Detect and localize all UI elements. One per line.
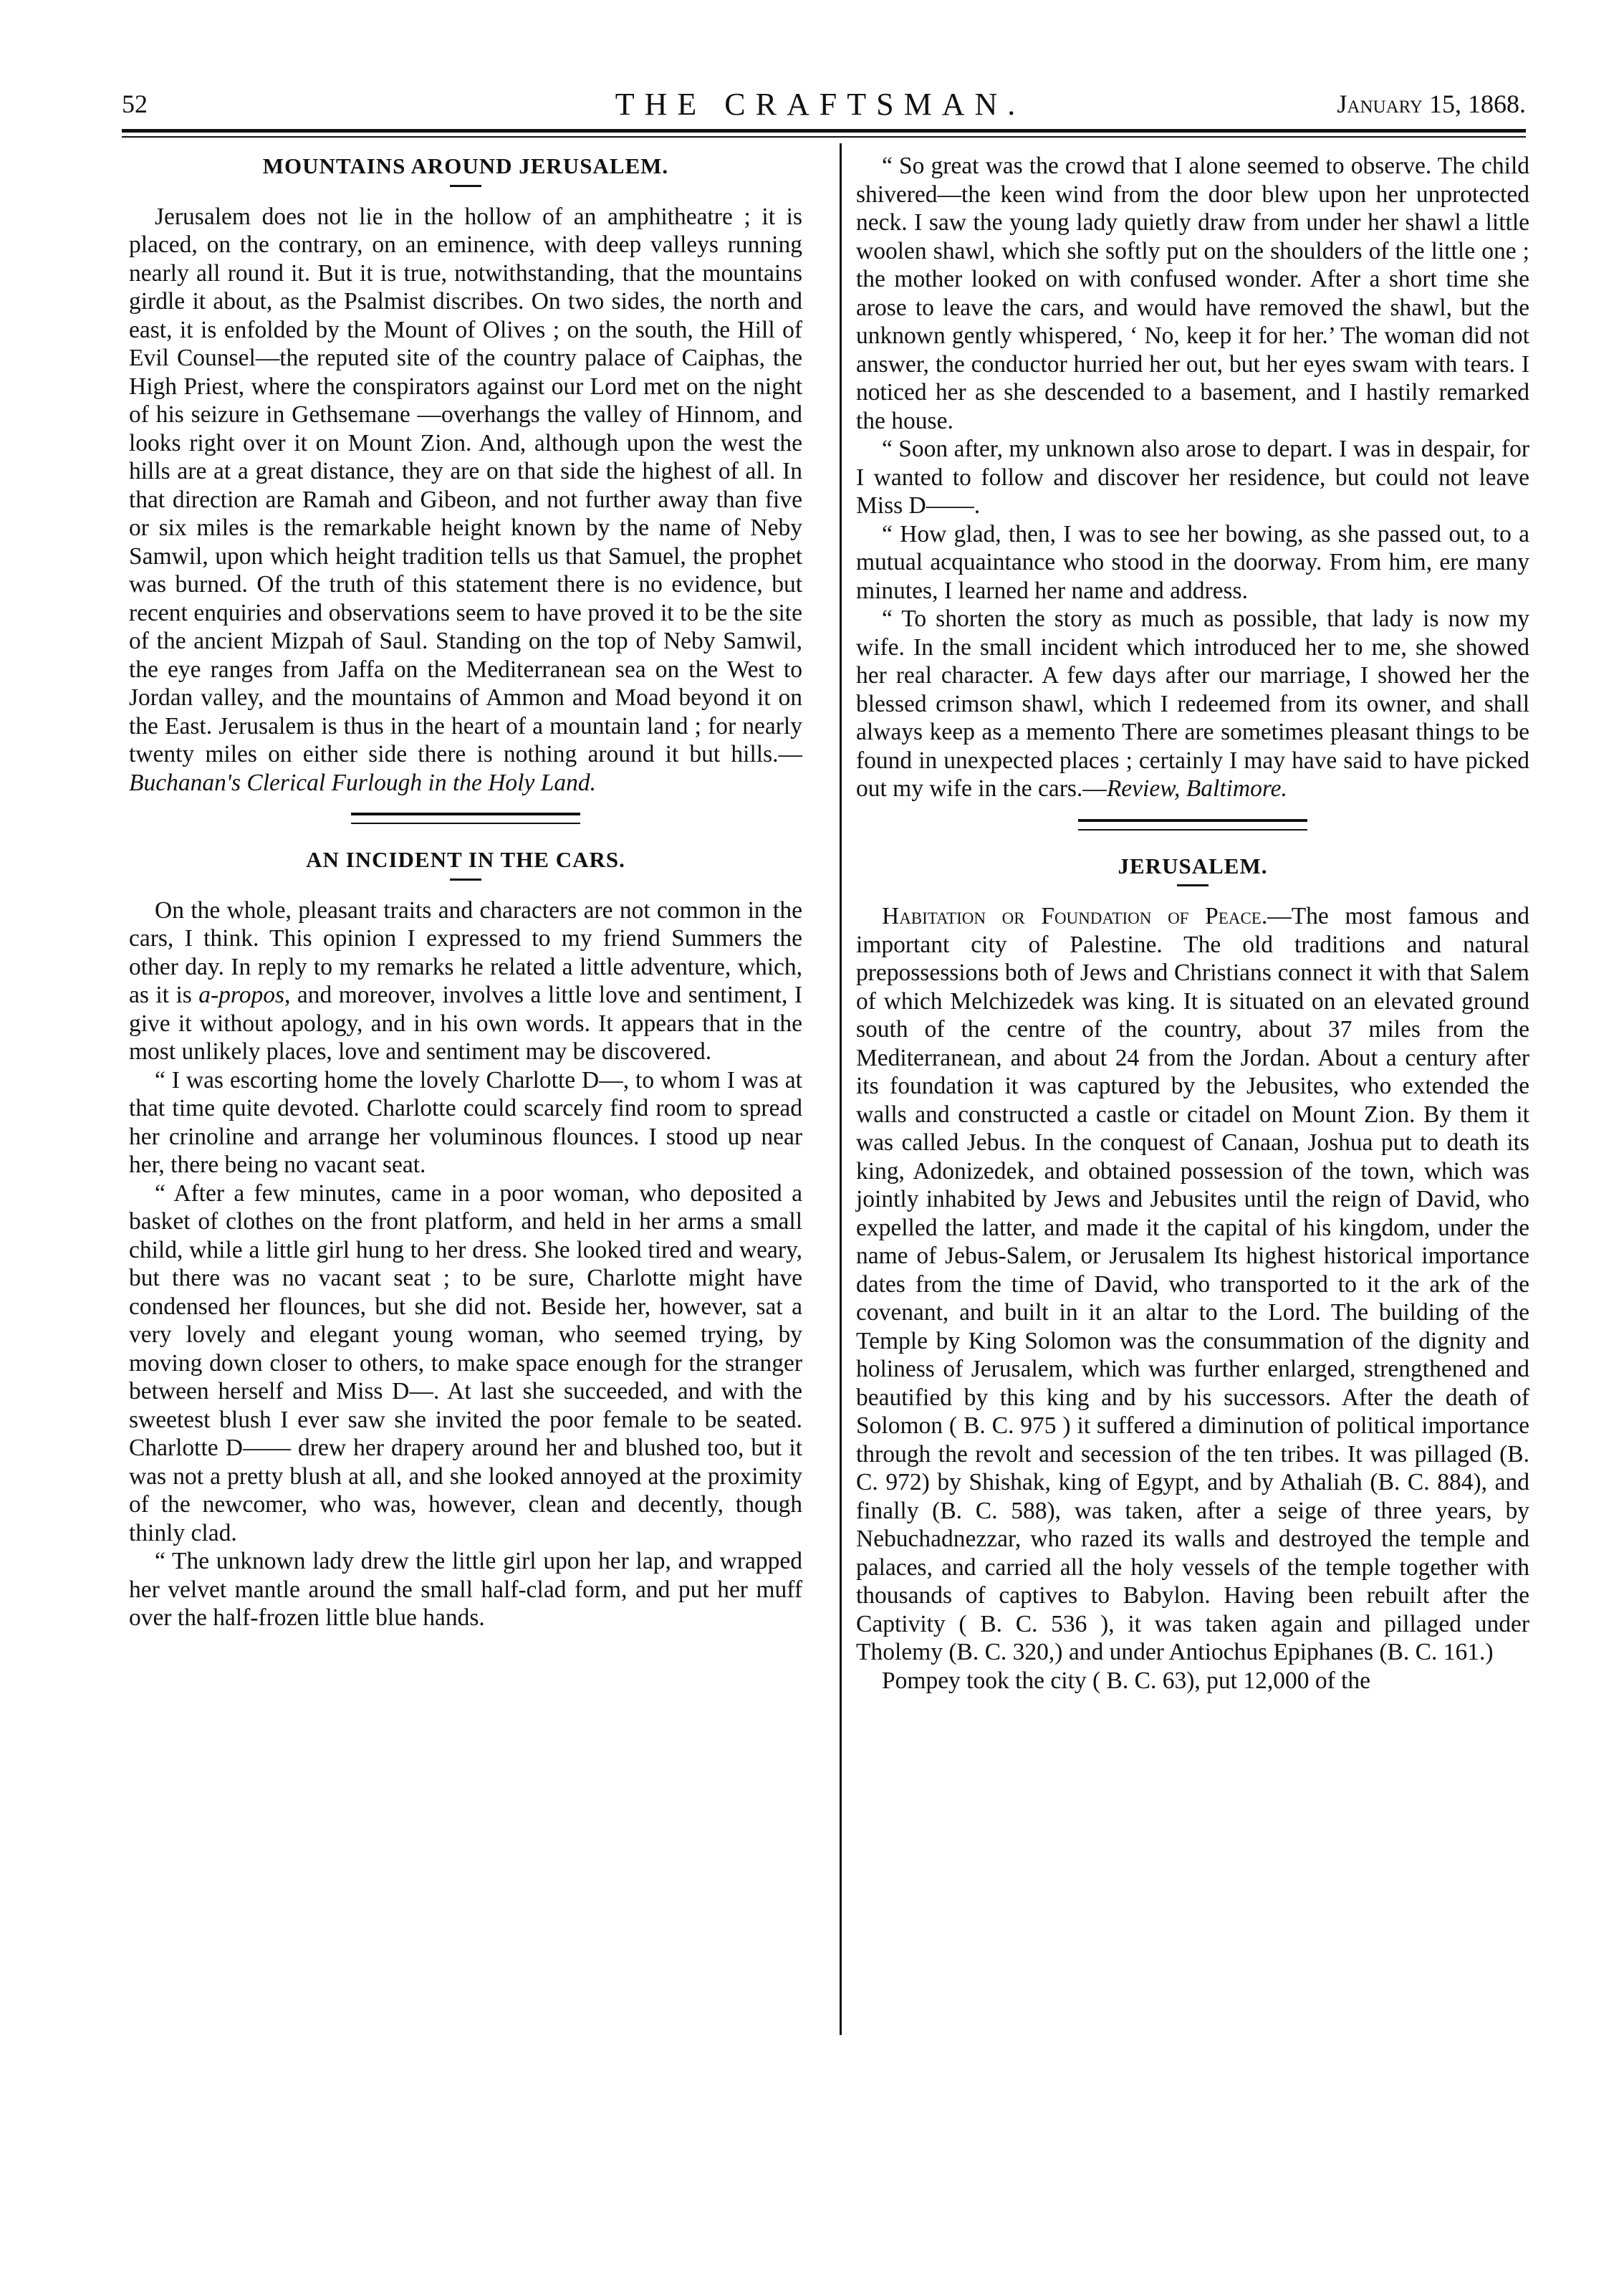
header-rule [122,129,1526,133]
article-paragraph: On the whole, pleasant traits and characters are not common in the cars, I think. This opinion I expressed to my friend Summers the other day. In reply to my remarks he related a little adventure, which, as it is a-propos, and moreover, involves a little love and sentiment, I give it without apology, and in his own words. It appears that in the most unlikely places, love and sentiment may be discovered. [129,896,802,1065]
article-paragraph: Pompey took the city ( B. C. 63), put 12,000 of the [882,1667,1371,1694]
column-divider [840,143,842,2035]
article-paragraph: “ I was escorting home the lovely Charlotte D—, to whom I was at that time quite devoted. Charlotte could scarcely find room to spread her crinoline and arrange her voluminous flounces. I stood up near her, there being no vacant seat. [129,1066,802,1178]
article-lead: Habitation or Foundation of Peace. [882,903,1268,929]
article-paragraph: “ After a few minutes, came in a poor woman, who deposited a basket of clothes on the front platform, and held in her arms a small child, while a little girl hung to her dress. She looked tired and weary, but there was no vacant seat ; to be sure, Charlotte might have condensed her flounces, but she did not. Beside her, however, sat a very lovely and elegant young woman, who seemed trying, by moving down closer to others, to make space enough for the stranger between herself and Miss D—. At last she succeeded, and with the sweetest blush I ever saw she invited the poor female to be seated. Charlotte D—— drew her drapery around her and blushed too, but it was not a pretty blush at all, and she looked annoyed at the proximity of the newcomer, who was, however, clean and decently, though thinly clad. [129,1179,802,1546]
header-rule-thin [122,136,1526,138]
title-dash [450,879,481,881]
article-paragraph: “ To shorten the story as much as possible, that lady is now my wife. In the small incident which introduced her to me, she showed her real character. A few days after our marriage, I showed her the blessed crimson shawl, which I redeemed from its owner, and shall always keep as a memento There are sometimes pleasant things to be found in unexpected places ; certainly I may have said to have picked out my wife in the cars.—Review, Baltimore. [856,606,1529,802]
title-dash [1177,884,1209,886]
section-separator [351,813,580,824]
article-paragraph: “ So great was the crowd that I alone seemed to observe. The child shivered—the keen wind from the door blew upon her unprotected neck. I saw the young lady quietly draw from under her shawl a little woolen shawl, which she softly put on the shoulders of the little one ; the mother looked on with confused wonder. After a short time she arose to leave the cars, and would have removed the shawl, but the unknown gently whispered, ‘ No, keep it for her.’ The woman did not answer, the conductor hurried her out, but her eyes swam with tears. I noticed her as she descended to a basement, and I hastily remarked the house. [856,153,1529,434]
title-dash [450,185,481,187]
left-column [129,152,802,1632]
article-title: MOUNTAINS AROUND JERUSALEM. [262,153,669,178]
page-number: 52 [122,90,148,118]
section-separator [1078,819,1307,831]
article-citation: Review, Baltimore. [1106,775,1287,802]
article-paragraph: “ The unknown lady drew the little girl upon her lap, and wrapped her velvet mantle around the small half-clad form, and put her muff over the half-frozen little blue hands. [129,1548,802,1631]
article-title: AN INCIDENT IN THE CARS. [306,847,625,872]
page-header [107,85,1533,128]
article-title: JERUSALEM. [1118,853,1268,879]
issue-date: January 15, 1868. [1337,90,1526,118]
article-paragraph: Jerusalem does not lie in the hollow of an amphitheatre ; it is placed, on the contrary, on an eminence, with deep valleys running nearly all round it. But it is true, notwithstanding, that the mountains girdle it about, as the Psalmist discribes. On two sides, the north and east, it is enfolded by the Mount of Olives ; on the south, the Hill of Evil Counsel—the reputed site of the country palace of Caiphas, the High Priest, where the conspirators against our Lord met on the night of his seizure in Gethsemane —overhangs the valley of Hinnom, and looks right over it on Mount Zion. And, although upon the west the hills are at a great distance, they are on that side the highest of all. In that direction are Ramah and Gibeon, and not further away than five or six miles is the remarkable height known by the name of Neby Samwil, upon which height tradition tells us that Samuel, the prophet was burned. Of the truth of this statement there is no evidence, but recent enquiries and observations seem to have proved it to be the site of the ancient Mizpah of Saul. Standing on the top of Neby Samwil, the eye ranges from Jaffa on the Mediterranean sea on the West to Jordan valley, and the mountains of Ammon and Moad beyond it on the East. Jerusalem is thus in the heart of a mountain land ; for nearly twenty miles on either side there is nothing around it but hills.—Buchanan's Clerical Furlough in the Holy Land. [129,203,802,796]
right-column [856,152,1529,1695]
article-citation: Buchanan's Clerical Furlough in the Holy Land. [129,769,596,796]
journal-title: THE CRAFTSMAN. [615,87,1026,122]
article-paragraph: Habitation or Foundation of Peace.—The most famous and important city of Palestine. The old traditions and natural prepossessions both of Jews and Christians connect it with that Salem of which Melchizedek was king. It is situated on an elevated ground south of the centre of the country, about 37 miles from the Mediterranean, and about 24 from the Jordan. About a century after its foundation it was captured by the Jebusites, who extended the walls and constructed a castle or citadel on Mount Zion. By them it was called Jebus. In the conquest of Canaan, Joshua put to death its king, Adonizedek, and obtained possession of the town, which was jointly inhabited by Jews and Jebusites until the reign of David, who expelled the latter, and made it the capital of his kingdom, under the name of Jebus-Salem, or Jerusalem Its highest historical importance dates from the time of David, who transported to it the ark of the covenant, and built in it an altar to the Lord. The building of the Temple by King Solomon was the consummation of the dignity and holiness of Jerusalem, which was further enlarged, strengthened and beautified by this king and by his successors. After the death of Solomon ( B. C. 975 ) it suffered a diminution of political importance through the revolt and secession of the ten tribes. It was pillaged (B. C. 972) by Shishak, king of Egypt, and by Athaliah (B. C. 884), and finally (B. C. 588), was taken, after a seige of three years, by Nebuchadnezzar, who razed its walls and destroyed the temple and palaces, and carried all the holy vessels of the temple together with thousands of captives to Babylon. Having been rebuilt after the Captivity ( B. C. 536 ), it was taken again and pillaged under Tholemy (B. C. 320,) and under Antiochus Epiphanes (B. C. 161.) [856,903,1529,1665]
article-paragraph: “ Soon after, my unknown also arose to depart. I was in despair, for I wanted to follow and discover her residence, but could not leave Miss D——. [856,436,1529,519]
article-paragraph: “ How glad, then, I was to see her bowing, as she passed out, to a mutual acquaintance who stood in the doorway. From him, ere many minutes, I learned her name and address. [856,520,1529,604]
